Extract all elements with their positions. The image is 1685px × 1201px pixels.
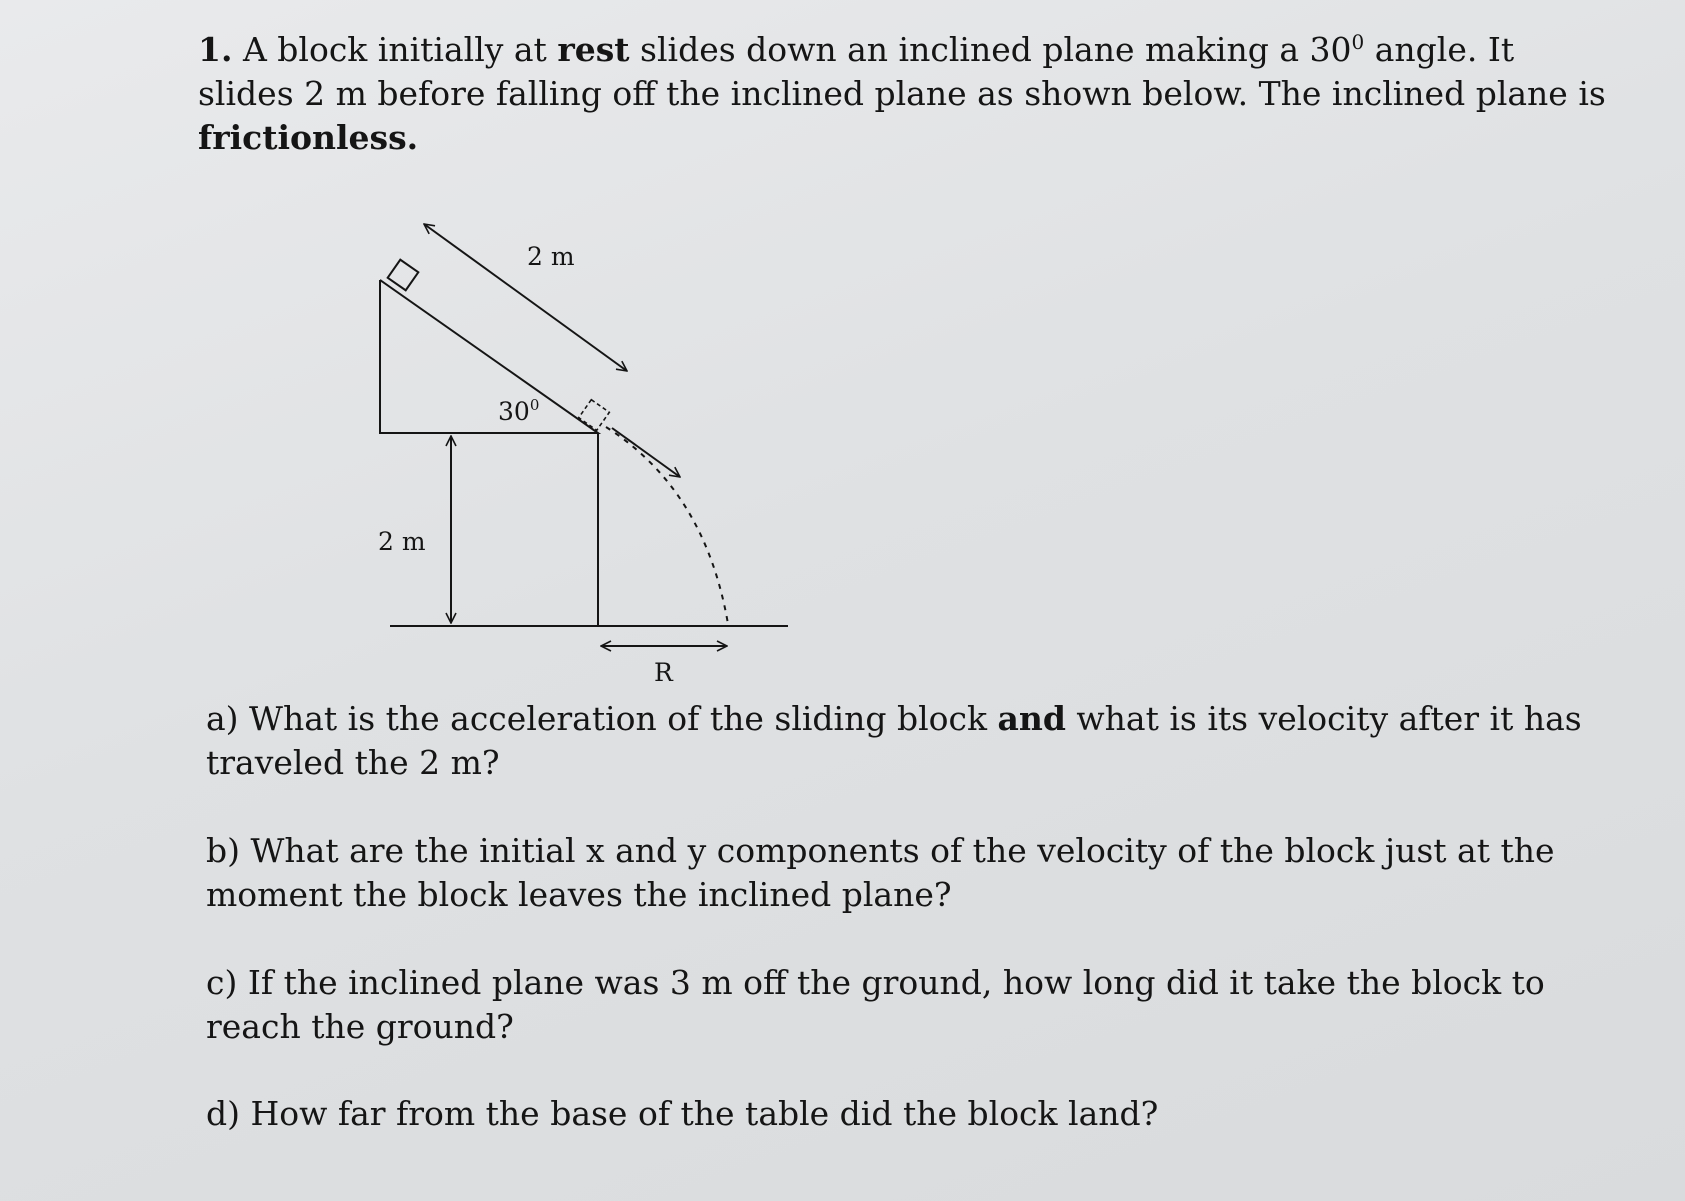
question-d: d) How far from the base of the table did the block land? bbox=[206, 1094, 1159, 1133]
incline-wedge bbox=[380, 280, 598, 433]
question-b: b) What are the initial x and y components of the velocity of the block just at the moment the block leaves the inclined plane? bbox=[206, 831, 1555, 914]
problem-bold-rest: rest bbox=[557, 30, 630, 69]
question-a-prefix: a) What is the acceleration of the sliding block bbox=[206, 699, 998, 738]
angle-degree-sup: 0 bbox=[529, 396, 540, 414]
question-a-suffix: what is its velocity after it has traveled the 2 m? bbox=[206, 699, 1582, 782]
problem-bold-frictionless: frictionless. bbox=[198, 118, 419, 157]
height-label: 2 m bbox=[378, 527, 426, 556]
angle-label bbox=[498, 396, 539, 426]
problem-text-1: A block initially at bbox=[242, 30, 558, 69]
problem-text-3: angle. It slides 2 m before falling off the inclined plane as shown below. The inclined plane is bbox=[198, 30, 1606, 113]
question-c: c) If the inclined plane was 3 m off the ground, how long did it take the block to reach the ground? bbox=[206, 963, 1545, 1046]
range-label: R bbox=[654, 658, 673, 687]
launch-velocity-arrow bbox=[612, 428, 680, 477]
block-at-edge bbox=[579, 400, 610, 431]
question-a bbox=[206, 697, 1606, 785]
problem-number: 1. bbox=[198, 30, 233, 69]
trajectory-path bbox=[606, 427, 728, 624]
problem-text-2: slides down an inclined plane making a 30 bbox=[629, 30, 1352, 69]
block-initial bbox=[388, 260, 419, 291]
problem-degree-sup: 0 bbox=[1351, 30, 1365, 54]
slope-length-arrow bbox=[424, 224, 627, 371]
question-a-bold-and: and bbox=[997, 699, 1066, 738]
angle-value: 30 bbox=[498, 397, 530, 426]
slope-length-label: 2 m bbox=[527, 242, 575, 271]
